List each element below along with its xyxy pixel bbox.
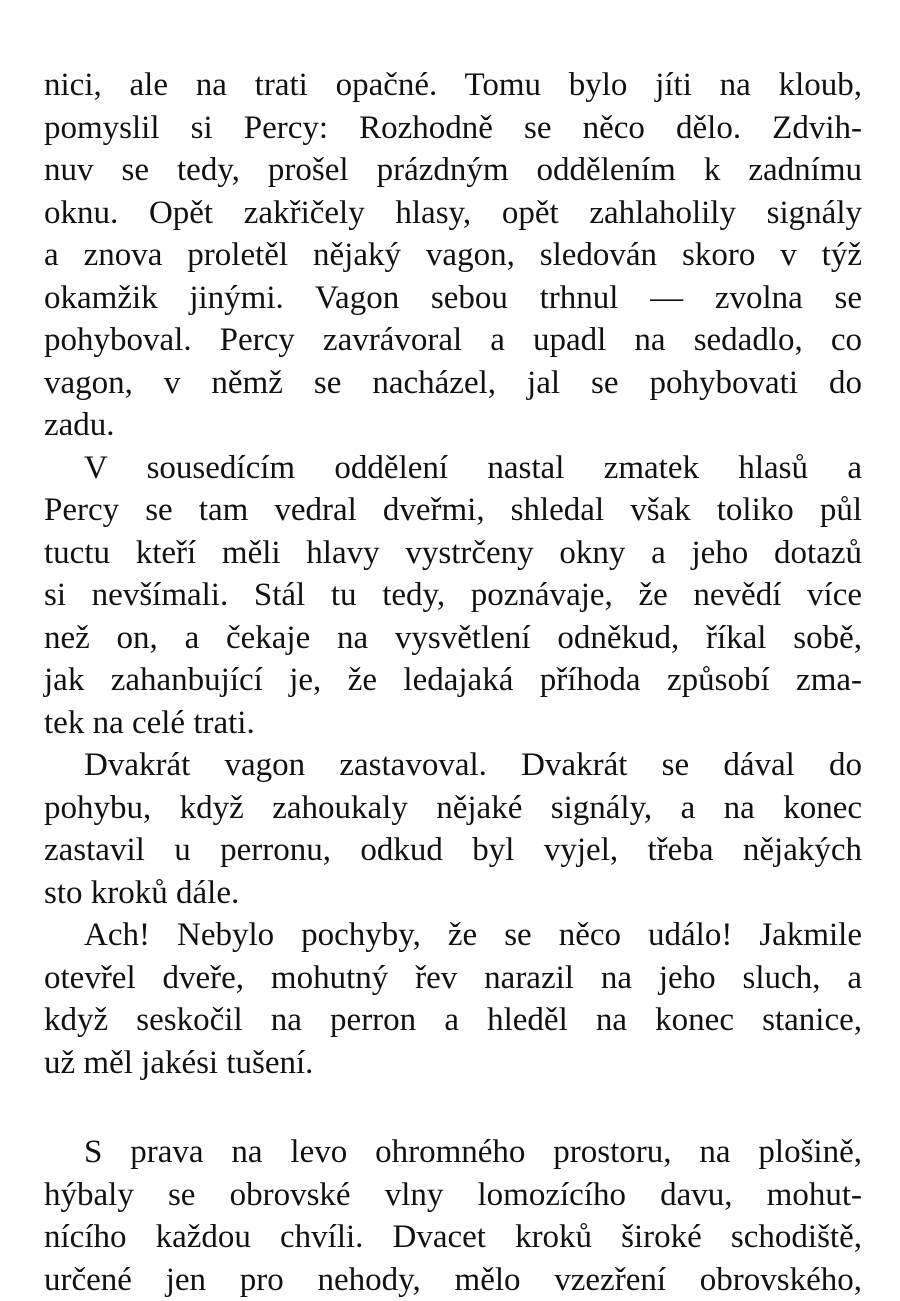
- text-line: si nevšímali. Stál tu tedy, poznávaje, že nevědí více: [44, 574, 862, 617]
- text-line: Percy se tam vedral dveřmi, shledal však toliko půl: [44, 489, 862, 532]
- text-line: zadu.: [44, 404, 862, 447]
- text-line: V sousedícím oddělení nastal zmatek hlasů a: [44, 447, 862, 490]
- text-line: okamžik jinými. Vagon sebou trhnul — zvolna se: [44, 277, 862, 320]
- page-text: [44, 64, 862, 1301]
- text-line: když seskočil na perron a hleděl na konec stanice,: [44, 999, 862, 1042]
- text-line: a znova proletěl nějaký vagon, sledován skoro v týž: [44, 234, 862, 277]
- text-line: Dvakrát vagon zastavoval. Dvakrát se dával do: [44, 744, 862, 787]
- text-line: oknu. Opět zakřičely hlasy, opět zahlaholily signály: [44, 192, 862, 235]
- text-line: už měl jakési tušení.: [44, 1042, 862, 1085]
- text-line: nuv se tedy, prošel prázdným oddělením k zadnímu: [44, 149, 862, 192]
- text-line: pohybu, když zahoukaly nějaké signály, a na konec: [44, 787, 862, 830]
- paragraph-4: [44, 914, 862, 1084]
- section-gap: [44, 1084, 862, 1131]
- paragraph-5: [44, 1131, 862, 1301]
- text-line: nici, ale na trati opačné. Tomu bylo jíti na kloub,: [44, 64, 862, 107]
- paragraph-3: [44, 744, 862, 914]
- text-line: zastavil u perronu, odkud byl vyjel, třeba nějakých: [44, 829, 862, 872]
- text-line: Ach! Nebylo pochyby, že se něco událo! Jakmile: [44, 914, 862, 957]
- text-line: určené jen pro nehody, mělo vzezření obrovského,: [44, 1259, 862, 1301]
- text-line: S prava na levo ohromného prostoru, na plošině,: [44, 1131, 862, 1174]
- text-line: tek na celé trati.: [44, 702, 862, 745]
- text-line: sto kroků dále.: [44, 872, 862, 915]
- paragraph-2: [44, 447, 862, 745]
- text-line: než on, a čekaje na vysvětlení odněkud, říkal sobě,: [44, 617, 862, 660]
- text-line: pomyslil si Percy: Rozhodně se něco dělo. Zdvih-: [44, 107, 862, 150]
- text-line: nícího každou chvíli. Dvacet kroků široké schodiště,: [44, 1216, 862, 1259]
- text-line: hýbaly se obrovské vlny lomozícího davu, mohut-: [44, 1174, 862, 1217]
- text-line: otevřel dveře, mohutný řev narazil na jeho sluch, a: [44, 957, 862, 1000]
- text-line: tuctu kteří měli hlavy vystrčeny okny a jeho dotazů: [44, 532, 862, 575]
- text-line: jak zahanbující je, že ledajaká příhoda způsobí zma-: [44, 659, 862, 702]
- text-line: pohyboval. Percy zavrávoral a upadl na sedadlo, co: [44, 319, 862, 362]
- paragraph-1: [44, 64, 862, 447]
- text-line: vagon, v němž se nacházel, jal se pohybovati do: [44, 362, 862, 405]
